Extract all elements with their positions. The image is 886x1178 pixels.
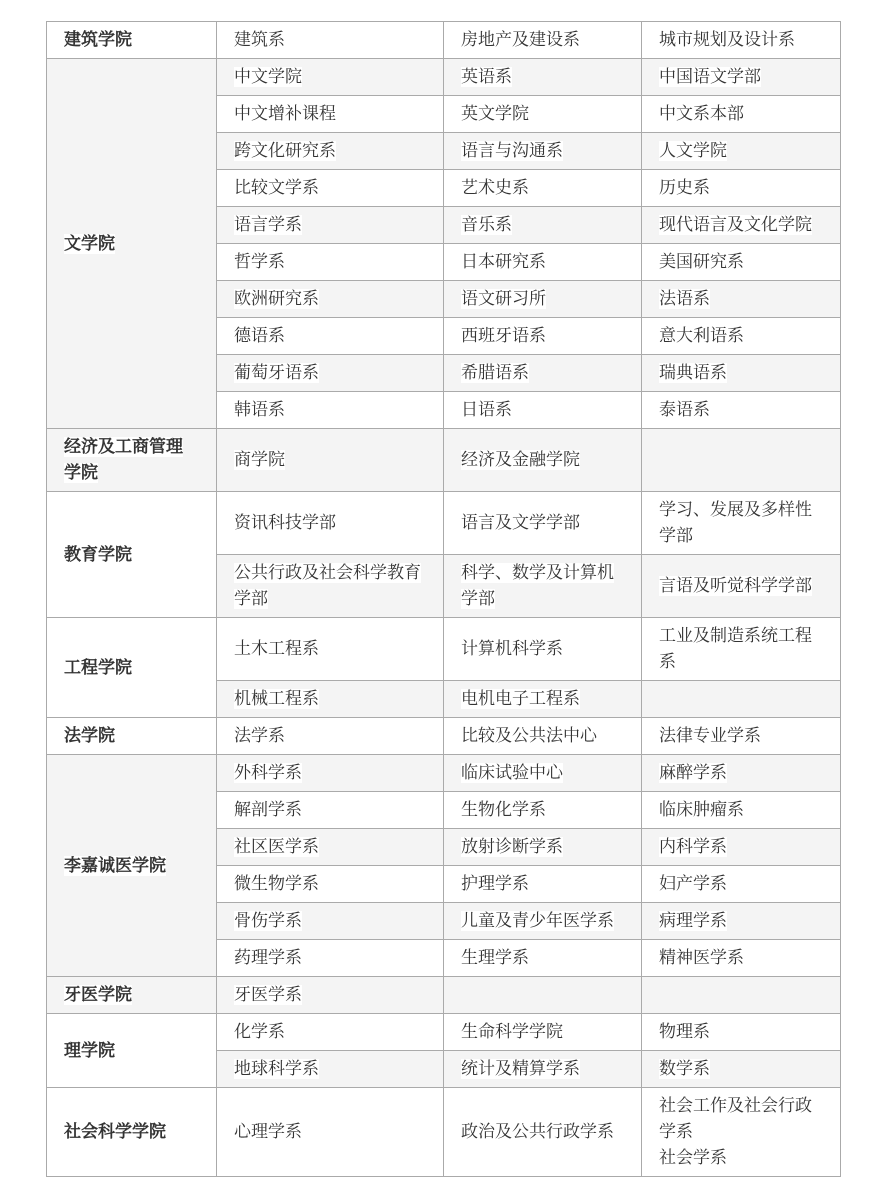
department-name: 西班牙语系 (461, 326, 546, 346)
department-cell (217, 318, 444, 355)
department-name: 统计及精算学系 (461, 1059, 580, 1079)
department-name: 药理学系 (234, 948, 302, 968)
department-cell (642, 355, 841, 392)
department-name: 科学、数学及计算机学部 (461, 563, 614, 609)
department-cell (642, 681, 841, 718)
department-name: 言语及听觉科学学部 (659, 576, 812, 596)
department-cell (642, 618, 841, 681)
department-name: 社区医学系 (234, 837, 319, 857)
department-name: 骨伤学系 (234, 911, 302, 931)
department-cell (444, 829, 642, 866)
department-name: 葡萄牙语系 (234, 363, 319, 383)
department-cell (217, 829, 444, 866)
department-name: 放射诊断学系 (461, 837, 563, 857)
department-cell (444, 429, 642, 492)
department-cell (217, 792, 444, 829)
department-cell (217, 133, 444, 170)
table-row (47, 718, 841, 755)
faculty-cell (47, 429, 217, 492)
department-name: 数学系 (659, 1059, 710, 1079)
department-cell (217, 866, 444, 903)
faculty-name: 牙医学院 (64, 985, 132, 1005)
department-name: 精神医学系 (659, 948, 744, 968)
department-name: 电机电子工程系 (461, 689, 580, 709)
faculty-cell (47, 718, 217, 755)
department-name: 语言学系 (234, 215, 302, 235)
department-cell (444, 681, 642, 718)
table-row (47, 1088, 841, 1177)
department-cell (444, 96, 642, 133)
department-name: 日语系 (461, 400, 512, 420)
department-cell (217, 940, 444, 977)
table-row (47, 1014, 841, 1051)
faculty-cell (47, 22, 217, 59)
department-name: 音乐系 (461, 215, 512, 235)
department-cell (642, 829, 841, 866)
department-cell (217, 170, 444, 207)
department-name: 经济及金融学院 (461, 450, 580, 470)
department-cell (642, 718, 841, 755)
department-cell (217, 355, 444, 392)
department-name: 公共行政及社会科学教育学部 (234, 563, 421, 609)
department-cell (444, 22, 642, 59)
department-cell (444, 866, 642, 903)
department-name: 语言与沟通系 (461, 141, 563, 161)
department-name: 希腊语系 (461, 363, 529, 383)
department-cell (444, 940, 642, 977)
department-cell (444, 755, 642, 792)
department-cell (642, 940, 841, 977)
department-name: 麻醉学系 (659, 763, 727, 783)
department-name: 化学系 (234, 1022, 285, 1042)
table-row (47, 22, 841, 59)
department-cell (642, 392, 841, 429)
department-name: 中文学院 (234, 67, 302, 87)
table-row (47, 429, 841, 492)
faculty-cell (47, 977, 217, 1014)
department-name: 欧洲研究系 (234, 289, 319, 309)
department-name: 法学系 (234, 726, 285, 746)
department-name: 工业及制造系统工程系 (659, 626, 812, 672)
table-row (47, 618, 841, 681)
department-name: 微生物学系 (234, 874, 319, 894)
department-cell (444, 59, 642, 96)
department-name: 房地产及建设系 (461, 30, 580, 50)
department-name: 内科学系 (659, 837, 727, 857)
department-cell (642, 903, 841, 940)
department-name: 资讯科技学部 (234, 513, 336, 533)
department-cell (217, 22, 444, 59)
department-cell (444, 244, 642, 281)
department-name: 牙医学系 (234, 985, 302, 1005)
department-cell (642, 22, 841, 59)
department-cell (642, 1051, 841, 1088)
department-name: 儿童及青少年医学系 (461, 911, 614, 931)
department-name: 跨文化研究系 (234, 141, 336, 161)
department-name: 法语系 (659, 289, 710, 309)
department-name: 现代语言及文化学院 (659, 215, 812, 235)
department-name: 人文学院 (659, 141, 727, 161)
faculty-cell (47, 59, 217, 429)
department-cell (444, 792, 642, 829)
department-cell (444, 318, 642, 355)
department-name: 生物化学系 (461, 800, 546, 820)
department-name: 社会工作及社会行政学系 社会学系 (659, 1096, 812, 1168)
department-cell (217, 96, 444, 133)
department-name: 商学院 (234, 450, 285, 470)
table-row (47, 492, 841, 555)
department-cell (444, 903, 642, 940)
department-name: 比较及公共法中心 (461, 726, 597, 746)
department-name: 城市规划及设计系 (659, 30, 795, 50)
department-name: 法律专业学系 (659, 726, 761, 746)
faculty-name: 建筑学院 (64, 30, 132, 50)
department-cell (642, 755, 841, 792)
faculty-name: 工程学院 (64, 657, 132, 678)
table-body (47, 22, 841, 1177)
department-cell (642, 207, 841, 244)
faculty-name: 社会科学学院 (64, 1122, 166, 1142)
department-name: 意大利语系 (659, 326, 744, 346)
department-name: 泰语系 (659, 400, 710, 420)
department-cell (642, 244, 841, 281)
department-cell (642, 59, 841, 96)
department-cell (444, 281, 642, 318)
department-name: 机械工程系 (234, 689, 319, 709)
department-cell (444, 977, 642, 1014)
department-name: 语言及文学学部 (461, 513, 580, 533)
department-cell (444, 392, 642, 429)
department-cell (642, 429, 841, 492)
department-cell (642, 318, 841, 355)
faculty-name: 法学院 (64, 726, 115, 746)
department-name: 比较文学系 (234, 178, 319, 198)
table-row (47, 755, 841, 792)
department-cell (642, 1088, 841, 1177)
department-cell (444, 207, 642, 244)
faculty-cell (47, 618, 217, 718)
department-cell (217, 429, 444, 492)
department-cell (444, 133, 642, 170)
department-name: 物理系 (659, 1022, 710, 1042)
department-name: 临床试验中心 (461, 763, 563, 783)
department-name: 德语系 (234, 326, 285, 346)
department-cell (642, 866, 841, 903)
department-name: 妇产学系 (659, 874, 727, 894)
faculty-name: 理学院 (64, 1040, 115, 1061)
department-cell (642, 792, 841, 829)
faculty-cell (47, 1088, 217, 1177)
department-name: 中文增补课程 (234, 104, 336, 124)
department-cell (217, 755, 444, 792)
department-name: 中文系本部 (659, 104, 744, 124)
department-cell (217, 1051, 444, 1088)
department-cell (642, 281, 841, 318)
department-cell (642, 492, 841, 555)
department-cell (444, 718, 642, 755)
department-cell (642, 133, 841, 170)
department-cell (217, 1014, 444, 1051)
table-row (47, 977, 841, 1014)
department-name: 中国语文学部 (659, 67, 761, 87)
department-cell (444, 1051, 642, 1088)
department-cell (217, 718, 444, 755)
department-cell (444, 355, 642, 392)
department-cell (217, 681, 444, 718)
department-name: 政治及公共行政学系 (461, 1122, 614, 1142)
department-name: 地球科学系 (234, 1059, 319, 1079)
department-cell (642, 977, 841, 1014)
department-name: 艺术史系 (461, 178, 529, 198)
department-name: 临床肿瘤系 (659, 800, 744, 820)
department-cell (217, 1088, 444, 1177)
department-cell (217, 903, 444, 940)
department-cell (444, 1014, 642, 1051)
department-name: 韩语系 (234, 400, 285, 420)
department-name: 生命科学学院 (461, 1022, 563, 1042)
department-name: 历史系 (659, 178, 710, 198)
faculty-cell (47, 755, 217, 977)
department-cell (217, 618, 444, 681)
department-cell (217, 492, 444, 555)
department-cell (217, 977, 444, 1014)
department-cell (444, 555, 642, 618)
department-cell (217, 59, 444, 96)
department-name: 心理学系 (234, 1122, 302, 1142)
department-name: 病理学系 (659, 911, 727, 931)
department-name: 英文学院 (461, 104, 529, 124)
faculty-name: 文学院 (64, 233, 115, 254)
department-cell (642, 1014, 841, 1051)
department-cell (642, 170, 841, 207)
department-cell (642, 555, 841, 618)
faculty-name: 经济及工商管理学院 (64, 437, 183, 483)
department-name: 外科学系 (234, 763, 302, 783)
department-name: 瑞典语系 (659, 363, 727, 383)
department-name: 解剖学系 (234, 800, 302, 820)
table-row (47, 59, 841, 96)
department-name: 美国研究系 (659, 252, 744, 272)
department-name: 日本研究系 (461, 252, 546, 272)
department-cell (217, 392, 444, 429)
department-cell (217, 244, 444, 281)
department-cell (444, 170, 642, 207)
department-cell (217, 281, 444, 318)
department-name: 哲学系 (234, 252, 285, 272)
department-name: 生理学系 (461, 948, 529, 968)
department-name: 英语系 (461, 67, 512, 87)
department-cell (444, 492, 642, 555)
department-cell (444, 1088, 642, 1177)
faculty-cell (47, 1014, 217, 1088)
department-name: 学习、发展及多样性学部 (659, 500, 812, 546)
department-cell (642, 96, 841, 133)
department-name: 护理学系 (461, 874, 529, 894)
faculty-name: 教育学院 (64, 544, 132, 565)
department-name: 计算机科学系 (461, 639, 563, 659)
department-cell (217, 207, 444, 244)
faculty-cell (47, 492, 217, 618)
department-cell (444, 618, 642, 681)
faculty-department-table (46, 21, 841, 1177)
department-name: 语文研习所 (461, 289, 546, 309)
department-cell (217, 555, 444, 618)
faculty-name: 李嘉诚医学院 (64, 855, 166, 876)
department-name: 土木工程系 (234, 639, 319, 659)
department-name: 建筑系 (234, 30, 285, 50)
